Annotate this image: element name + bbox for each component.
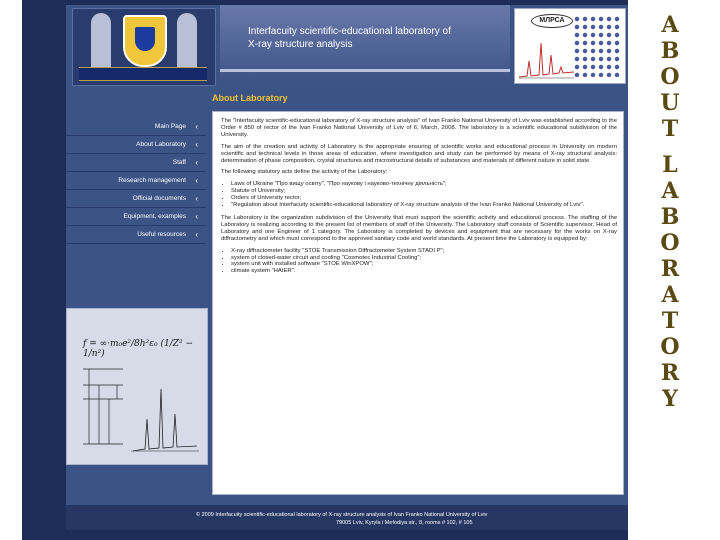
website-screenshot bbox=[66, 5, 628, 530]
site-title-line1: Interfacuity scientific-educational laboratory of bbox=[248, 26, 451, 37]
nav-item-main-page[interactable] bbox=[66, 118, 206, 136]
banner-rule bbox=[220, 69, 510, 72]
nav-label: Useful resources bbox=[137, 231, 186, 238]
slide-frame bbox=[22, 0, 628, 540]
list-item: • system of closed-water circuit and cooling "Cosmotec Industrial Cooling"; bbox=[231, 255, 617, 262]
xray-logo-text: МЛРСА bbox=[531, 14, 573, 28]
content-paragraph: The "Interfacuity scientific-educational laboratory of X-ray structure analysis" of Ivan Franko National University of Lviv was established according to the Order # 850 of rector of the Ivan Franko National University of Lviv of 6, March, 2008. The laboratory is a scientific educational subdivision of the University. bbox=[221, 118, 617, 138]
diffraction-peaks-icon bbox=[519, 31, 574, 79]
site-title-line2: X-ray structure analysis bbox=[248, 39, 353, 50]
content-paragraph: The following statutory acts define the activity of the Laboratory: bbox=[221, 169, 388, 176]
nav-label: Research management bbox=[118, 177, 186, 184]
title-letter: R bbox=[660, 360, 680, 386]
content-paragraph: The aim of the creation and activity of Laboratory is the appropriate ensuring of scientific works and educational process in University on modern scientific and technical levels in those areas of education, where investigation and study can be performed by means of X-ray structural analysis: determination of phase composition, crystal structures and microstructural details of substances and materials of different nature in solid state. bbox=[221, 143, 617, 164]
list-item: • X-ray diffractometer facility "STOE Transmission Diffractometer System STADI P"; bbox=[231, 248, 617, 255]
page-title: About Laboratory bbox=[212, 93, 288, 103]
title-letter: T bbox=[661, 308, 679, 334]
nav-item-staff[interactable] bbox=[66, 154, 206, 172]
title-letter: O bbox=[660, 64, 680, 90]
list-item: • Laws of Ukraine "Про вищу освіту", "Про наукову і науково-технічну діяльність"; bbox=[231, 181, 617, 188]
word-gap bbox=[648, 142, 692, 152]
title-letter: B bbox=[660, 38, 680, 64]
title-letter: O bbox=[660, 334, 680, 360]
vertical-title bbox=[648, 12, 692, 412]
moseley-formula: f = ∞·m₀e²/8h²ε₀ (1/Z² − 1/n²) bbox=[83, 339, 194, 359]
equipment-list bbox=[221, 248, 617, 276]
nav-item-equipment-examples[interactable] bbox=[66, 208, 206, 226]
list-item: • Statute of University; bbox=[231, 188, 617, 195]
footer-copyright: © 2009 Interfacuity scientific-educational laboratory of X-ray structure analysis of Ivan Franko National University of Lviv bbox=[196, 512, 488, 518]
nav-label: Official documents bbox=[132, 195, 186, 202]
title-letter: L bbox=[662, 152, 678, 178]
university-logo bbox=[72, 8, 216, 86]
crest-figure-right bbox=[177, 13, 197, 73]
title-letter: A bbox=[661, 12, 679, 38]
title-letter: A bbox=[661, 282, 679, 308]
title-letter: R bbox=[660, 256, 680, 282]
list-item: • system unit with installed software "STOE WinXPOW"; bbox=[231, 261, 617, 268]
nav-item-useful-resources[interactable] bbox=[66, 226, 206, 244]
xray-spectrum-illustration bbox=[66, 308, 208, 465]
chevron-left-icon: ‹ bbox=[195, 212, 198, 221]
nav-item-research-management[interactable] bbox=[66, 172, 206, 190]
title-letter: Y bbox=[662, 386, 678, 412]
title-letter: B bbox=[660, 204, 680, 230]
header-banner bbox=[220, 5, 510, 81]
chevron-left-icon: ‹ bbox=[195, 122, 198, 131]
statutory-acts-list bbox=[221, 181, 617, 209]
nav-item-official-documents[interactable] bbox=[66, 190, 206, 208]
sidebar-nav bbox=[66, 118, 206, 244]
logo-ribbon bbox=[79, 67, 207, 81]
list-item: • Orders of University rector; bbox=[231, 195, 617, 202]
crystal-lattice-icon bbox=[573, 15, 621, 77]
chevron-left-icon: ‹ bbox=[195, 140, 198, 149]
list-item: • "Regulation about Interfacuity scientific-educational laboratory of X-ray structure analysis of the Ivan Franko National University of Lviv". bbox=[231, 202, 617, 209]
chevron-left-icon: ‹ bbox=[195, 230, 198, 239]
footer-address: 79005 Lviv, Kyryla i Mefodiya str., 8, rooms # 102, # 105 bbox=[336, 520, 473, 526]
content-panel bbox=[212, 111, 624, 495]
content-paragraph: The Laboratory is the organization subdivision of the University that must support the scientific activity and educational process. The staffing of the Laboratory is realizing according to the present list of members of staff of the University. The Laboratory staff consists of Scientific supervisor, Head of Laboratory and one Engineer of 1 category. The Laboratory is completed by devices and equipment that are necessary for the works on X-ray diffractometry and which must correspond to the approved sanitary code and world standards. At present time the Laboratory is equipped by: bbox=[221, 214, 617, 242]
title-letter: A bbox=[661, 178, 679, 204]
crest-figure-left bbox=[91, 13, 111, 73]
coat-of-arms-icon bbox=[123, 15, 167, 67]
nav-label: Staff bbox=[172, 159, 186, 166]
nav-item-about-laboratory[interactable] bbox=[66, 136, 206, 154]
title-letter: O bbox=[660, 230, 680, 256]
nav-label: About Laboratory bbox=[136, 141, 186, 148]
site-title bbox=[248, 25, 503, 51]
nav-label: Main Page bbox=[154, 123, 186, 130]
chevron-left-icon: ‹ bbox=[195, 158, 198, 167]
chevron-left-icon: ‹ bbox=[195, 194, 198, 203]
title-letter: U bbox=[660, 90, 680, 116]
energy-level-diagram-icon bbox=[73, 359, 201, 459]
site-footer bbox=[66, 505, 628, 530]
xray-logo bbox=[514, 8, 626, 84]
title-letter: T bbox=[661, 116, 679, 142]
list-item: • climate system "HAIER". bbox=[231, 268, 617, 275]
nav-label: Equipment, examples bbox=[123, 213, 186, 220]
chevron-left-icon: ‹ bbox=[195, 176, 198, 185]
